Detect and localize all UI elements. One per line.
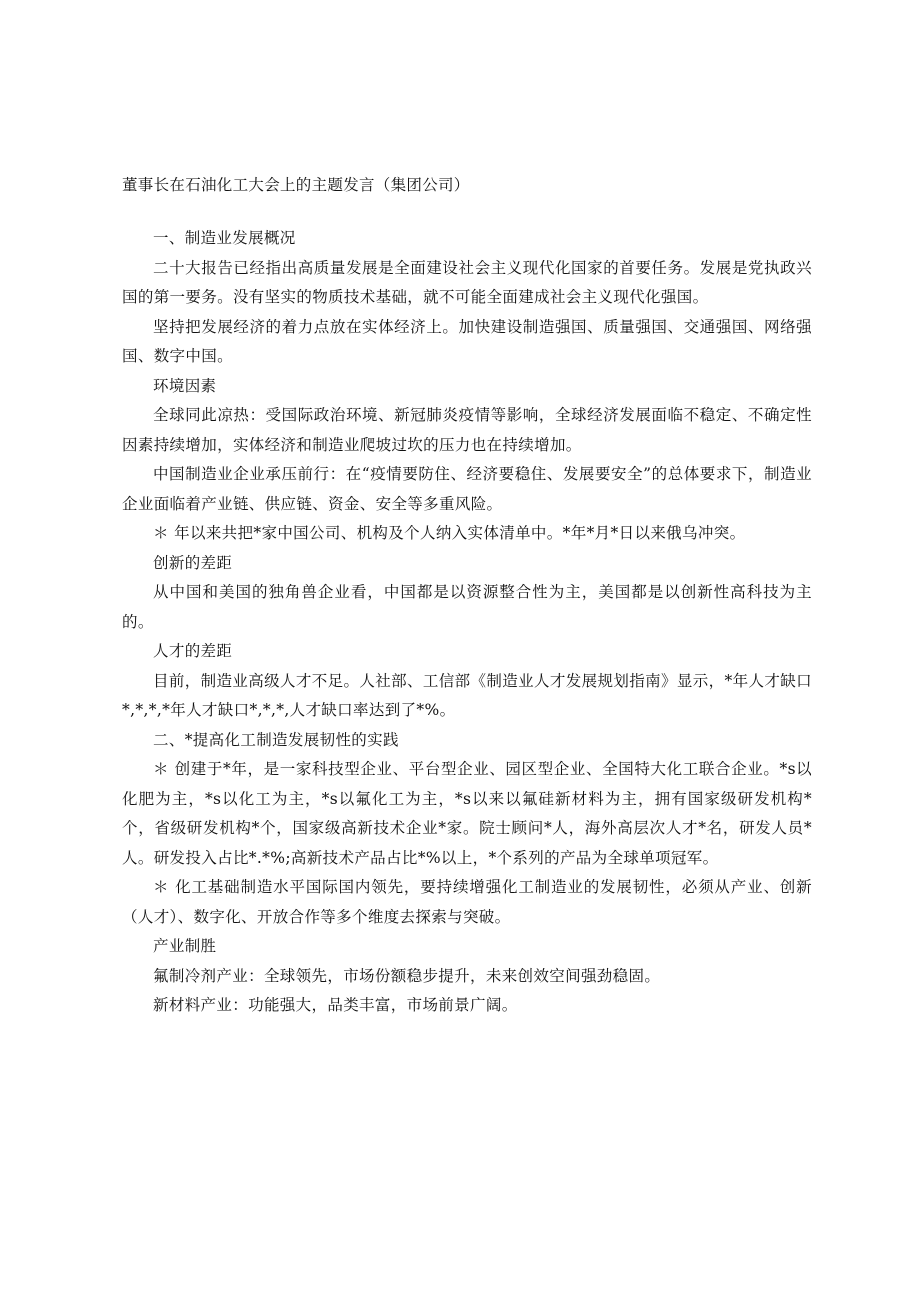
paragraph: 氟制冷剂产业：全球领先，市场份额稳步提升，未来创效空间强劲稳固。 — [153, 966, 661, 985]
document-body — [122, 224, 812, 1021]
section-heading: 产业制胜 — [153, 937, 217, 955]
section-heading: 人才的差距 — [153, 642, 233, 660]
document-title: 董事长在石油化工大会上的主题发言（集团公司） — [122, 176, 470, 194]
paragraph: 二十大报告已经指出高质量发展是全面建设社会主义现代化国家的首要任务。发展是党执政兴国的第一要务。没有坚实的物质技术基础，就不可能全面建成社会主义现代化强国。 — [122, 258, 812, 306]
section-heading: 创新的差距 — [153, 553, 233, 572]
paragraph: ＊ 年以来共把*家中国公司、机构及个人纳入实体清单中。*年*月*日以来俄乌冲突。 — [153, 524, 746, 542]
paragraph: 从中国和美国的独角兽企业看，中国都是以资源整合性为主，美国都是以创新性高科技为主的。 — [122, 583, 812, 631]
paragraph: 坚持把发展经济的着力点放在实体经济上。加快建设制造强国、质量强国、交通强国、网络强国、数字中国。 — [122, 317, 812, 365]
paragraph: 目前，制造业高级人才不足。人社部、工信部《制造业人才发展规划指南》显示，*年人才缺口*,*,*,*年人才缺口*,*,*,人才缺口率达到了*%。 — [122, 671, 812, 719]
document-page — [122, 168, 812, 1021]
section-heading: 二、*提高化工制造发展韧性的实践 — [153, 730, 399, 749]
paragraph: ＊ 创建于*年，是一家科技型企业、平台型企业、园区型企业、全国特大化工联合企业。*s以化肥为主，*s以化工为主，*s以氟化工为主，*s以来以氟硅新材料为主，拥有国家级研发机构*个，省级研发机构*个，国家级高新技术企业*家。院士顾问*人，海外高层次人才*名，研发人员*人。研发投入占比*.*%;高新技术产品占比*%以上，*个系列的产品为全球单项冠军。 — [122, 760, 812, 867]
section-heading: 环境因素 — [153, 376, 217, 395]
paragraph: ＊ 化工基础制造水平国际国内领先，要持续增强化工制造业的发展韧性，必须从产业、创新（人才）、数字化、开放合作等多个维度去探索与突破。 — [122, 878, 812, 926]
paragraph: 新材料产业：功能强大，品类丰富，市场前景广阔。 — [153, 996, 518, 1014]
section-heading: 一、制造业发展概况 — [153, 229, 296, 247]
paragraph: 全球同此凉热：受国际政治环境、新冠肺炎疫情等影响，全球经济发展面临不稳定、不确定性因素持续增加，实体经济和制造业爬坡过坎的压力也在持续增加。 — [122, 406, 812, 454]
paragraph: 中国制造业企业承压前行：在“疫情要防住、经济要稳住、发展要安全”的总体要求下，制造业企业面临着产业链、供应链、资金、安全等多重风险。 — [122, 465, 812, 513]
